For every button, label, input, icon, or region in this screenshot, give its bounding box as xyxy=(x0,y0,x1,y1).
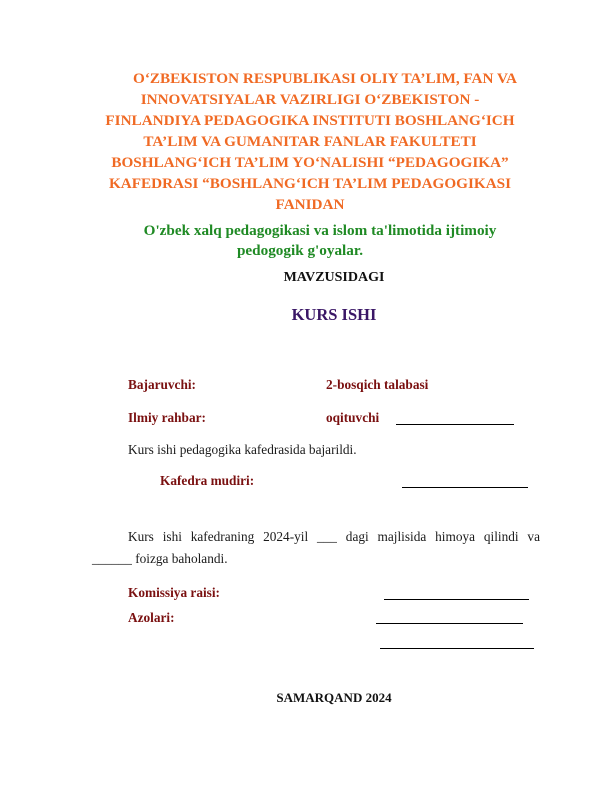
institution-header xyxy=(80,68,540,215)
member-signature-line xyxy=(376,623,523,624)
done-statement: Kurs ishi pedagogika kafedrasida bajarildi. xyxy=(128,442,357,457)
topic-line-1: O'zbek xalq pedagogikasi va islom ta'limotida ijtimoiy xyxy=(143,222,497,239)
topic-line-2: pedogogik g'oyalar. xyxy=(236,242,364,259)
header-line: INNOVATSIYALAR VAZIRLIGI O‘ZBEKISTON - xyxy=(140,91,480,108)
rahbar-signature-line xyxy=(396,424,514,425)
mavzusidagi-label: MAVZUSIDAGI xyxy=(283,270,385,285)
header-line: BOSHLANG‘ICH TA’LIM YO‘NALISHI “PEDAGOGIKA” xyxy=(111,154,509,171)
mudir-signature-line xyxy=(402,487,528,488)
header-line: TA’LIM VA GUMANITAR FANLAR FAKULTETI xyxy=(143,133,477,150)
commission-chair-label: Komissiya raisi: xyxy=(128,585,220,600)
header-line: FINLANDIYA PEDAGOGIKA INSTITUTI BOSHLANG‘ICH xyxy=(105,112,515,129)
city-year-footer: SAMARQAND 2024 xyxy=(276,690,392,705)
header-line: O‘ZBEKISTON RESPUBLIKASI OLIY TA’LIM, FAN VA xyxy=(133,70,517,87)
commission-members-label: Azolari: xyxy=(128,610,175,625)
defense-statement xyxy=(92,526,540,570)
topic-title xyxy=(100,221,540,261)
rahbar-value: oqituvchi xyxy=(326,410,380,425)
member-signature-line xyxy=(380,648,534,649)
defense-line-1: Kurs ishi kafedraning 2024-yil ___ dagi majlisida himoya qilindi va xyxy=(128,529,540,544)
header-line: FANIDAN xyxy=(275,196,345,213)
bajaruvchi-value: 2-bosqich talabasi xyxy=(326,377,429,392)
rahbar-label: Ilmiy rahbar: xyxy=(128,410,206,425)
header-line: KAFEDRASI “BOSHLANG‘ICH TA’LIM PEDAGOGIKASI xyxy=(108,175,512,192)
mudir-label: Kafedra mudiri: xyxy=(160,473,255,488)
defense-line-2: ______ foizga baholandi. xyxy=(92,551,228,566)
bajaruvchi-label: Bajaruvchi: xyxy=(128,377,196,392)
work-title: KURS ISHI xyxy=(291,305,377,324)
chair-signature-line xyxy=(384,599,529,600)
